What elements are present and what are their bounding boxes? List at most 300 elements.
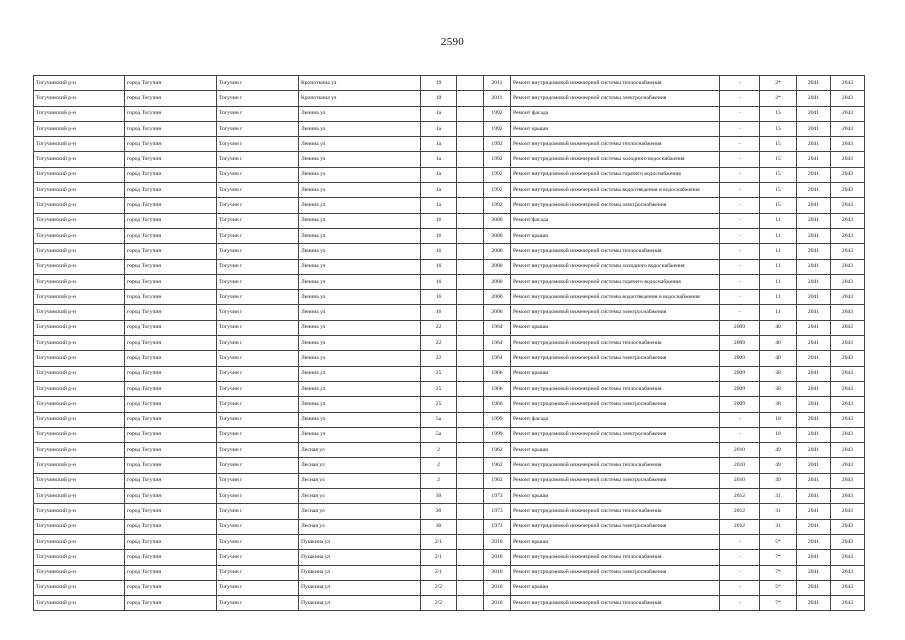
cell-plan-end-year: 2043 bbox=[831, 137, 865, 152]
cell-wear: 40 bbox=[760, 351, 797, 366]
cell-work-type: Ремонт внутридомовой инженерной системы теплоснабжения bbox=[511, 137, 720, 152]
cell-plan-start-year: 2041 bbox=[797, 213, 831, 228]
cell-plan-end-year: 2043 bbox=[831, 76, 865, 91]
cell-settlement: Тогучин г bbox=[217, 336, 299, 351]
cell-district: Тогучинский р-н bbox=[34, 320, 125, 335]
cell-district: Тогучинский р-н bbox=[34, 397, 125, 412]
cell-plan-start-year: 2041 bbox=[797, 320, 831, 335]
cell-house-number: 2/1 bbox=[421, 565, 457, 580]
cell-plan-end-year: 2043 bbox=[831, 336, 865, 351]
cell-building bbox=[457, 366, 484, 381]
cell-year-built: 2010 bbox=[484, 580, 511, 595]
cell-plan-end-year: 2043 bbox=[831, 427, 865, 442]
cell-house-number: 25 bbox=[421, 366, 457, 381]
cell-wear: 49 bbox=[760, 473, 797, 488]
cell-year-built: 2000 bbox=[484, 305, 511, 320]
cell-year-built: 2011 bbox=[484, 91, 511, 106]
cell-plan-end-year: 2043 bbox=[831, 213, 865, 228]
cell-wear: 40 bbox=[760, 320, 797, 335]
cell-district: Тогучинский р-н bbox=[34, 489, 125, 504]
cell-year-built: 2010 bbox=[484, 565, 511, 580]
cell-plan-end-year: 2043 bbox=[831, 152, 865, 167]
cell-settlement: Тогучин г bbox=[217, 259, 299, 274]
cell-last-repair-year: - bbox=[720, 534, 760, 549]
cell-year-built: 2000 bbox=[484, 228, 511, 243]
cell-plan-end-year: 2043 bbox=[831, 351, 865, 366]
cell-street: Ленина ул bbox=[299, 259, 421, 274]
cell-last-repair-year: 2009 bbox=[720, 397, 760, 412]
cell-plan-end-year: 2043 bbox=[831, 91, 865, 106]
cell-plan-end-year: 2043 bbox=[831, 198, 865, 213]
cell-district: Тогучинский р-н bbox=[34, 351, 125, 366]
cell-work-type: Ремонт внутридомовой инженерной системы водоотведения и водоснабжения bbox=[511, 183, 720, 198]
table-row bbox=[34, 121, 865, 136]
cell-work-type: Ремонт внутридомовой инженерной системы теплоснабжения bbox=[511, 76, 720, 91]
cell-work-type: Ремонт внутридомовой инженерной системы электроснабжения bbox=[511, 519, 720, 534]
cell-plan-end-year: 2043 bbox=[831, 504, 865, 519]
cell-plan-end-year: 2043 bbox=[831, 320, 865, 335]
table-row bbox=[34, 412, 865, 427]
cell-street: Пушкина ул bbox=[299, 596, 421, 611]
cell-year-built: 2011 bbox=[484, 76, 511, 91]
table-row bbox=[34, 198, 865, 213]
cell-work-type: Ремонт крыши bbox=[511, 366, 720, 381]
cell-plan-start-year: 2041 bbox=[797, 427, 831, 442]
cell-wear: 5* bbox=[760, 580, 797, 595]
cell-house-number: 1а bbox=[421, 137, 457, 152]
cell-house-number: 30 bbox=[421, 489, 457, 504]
cell-year-built: 1992 bbox=[484, 183, 511, 198]
cell-building bbox=[457, 519, 484, 534]
cell-year-built: 1973 bbox=[484, 519, 511, 534]
cell-year-built: 1992 bbox=[484, 152, 511, 167]
cell-year-built: 1964 bbox=[484, 351, 511, 366]
table-row bbox=[34, 534, 865, 549]
cell-district: Тогучинский р-н bbox=[34, 290, 125, 305]
cell-municipality: город Тогучин bbox=[125, 274, 217, 289]
cell-plan-end-year: 2043 bbox=[831, 305, 865, 320]
cell-work-type: Ремонт внутридомовой инженерной системы электроснабжения bbox=[511, 473, 720, 488]
cell-building bbox=[457, 106, 484, 121]
cell-plan-end-year: 2043 bbox=[831, 519, 865, 534]
cell-work-type: Ремонт внутридомовой инженерной системы теплоснабжения bbox=[511, 596, 720, 611]
cell-wear: 15 bbox=[760, 106, 797, 121]
cell-building bbox=[457, 228, 484, 243]
cell-wear: 11 bbox=[760, 213, 797, 228]
cell-street: Ленина ул bbox=[299, 121, 421, 136]
table-row bbox=[34, 228, 865, 243]
cell-house-number: 1а bbox=[421, 167, 457, 182]
cell-house-number: 30 bbox=[421, 519, 457, 534]
cell-plan-start-year: 2041 bbox=[797, 152, 831, 167]
cell-district: Тогучинский р-н bbox=[34, 228, 125, 243]
cell-settlement: Тогучин г bbox=[217, 397, 299, 412]
cell-work-type: Ремонт крыши bbox=[511, 228, 720, 243]
cell-plan-start-year: 2041 bbox=[797, 106, 831, 121]
cell-plan-start-year: 2041 bbox=[797, 244, 831, 259]
cell-wear: 11 bbox=[760, 290, 797, 305]
cell-year-built: 1964 bbox=[484, 336, 511, 351]
cell-house-number: 2/2 bbox=[421, 596, 457, 611]
cell-building bbox=[457, 305, 484, 320]
cell-wear: 38 bbox=[760, 381, 797, 396]
cell-street: Ленина ул bbox=[299, 213, 421, 228]
cell-work-type: Ремонт фасада bbox=[511, 412, 720, 427]
table-row bbox=[34, 76, 865, 91]
cell-house-number: 19 bbox=[421, 91, 457, 106]
cell-district: Тогучинский р-н bbox=[34, 305, 125, 320]
cell-settlement: Тогучин г bbox=[217, 473, 299, 488]
cell-plan-end-year: 2043 bbox=[831, 244, 865, 259]
cell-municipality: город Тогучин bbox=[125, 91, 217, 106]
cell-house-number: 22 bbox=[421, 320, 457, 335]
cell-year-built: 2010 bbox=[484, 550, 511, 565]
cell-plan-start-year: 2041 bbox=[797, 167, 831, 182]
cell-house-number: 16 bbox=[421, 213, 457, 228]
cell-year-built: 1992 bbox=[484, 121, 511, 136]
cell-house-number: 2 bbox=[421, 443, 457, 458]
cell-district: Тогучинский р-н bbox=[34, 427, 125, 442]
cell-street: Пушкина ул bbox=[299, 565, 421, 580]
cell-year-built: 1992 bbox=[484, 198, 511, 213]
cell-district: Тогучинский р-н bbox=[34, 550, 125, 565]
cell-year-built: 1973 bbox=[484, 489, 511, 504]
cell-wear: 18 bbox=[760, 412, 797, 427]
cell-district: Тогучинский р-н bbox=[34, 198, 125, 213]
cell-last-repair-year: - bbox=[720, 106, 760, 121]
cell-plan-start-year: 2041 bbox=[797, 228, 831, 243]
cell-last-repair-year: 2009 bbox=[720, 351, 760, 366]
cell-municipality: город Тогучин bbox=[125, 550, 217, 565]
cell-building bbox=[457, 565, 484, 580]
table-row bbox=[34, 458, 865, 473]
cell-settlement: Тогучин г bbox=[217, 458, 299, 473]
cell-wear: 7* bbox=[760, 565, 797, 580]
cell-building bbox=[457, 336, 484, 351]
cell-last-repair-year: - bbox=[720, 274, 760, 289]
cell-municipality: город Тогучин bbox=[125, 565, 217, 580]
table-row bbox=[34, 152, 865, 167]
cell-municipality: город Тогучин bbox=[125, 137, 217, 152]
cell-street: Ленина ул bbox=[299, 427, 421, 442]
table-row bbox=[34, 259, 865, 274]
cell-last-repair-year: - bbox=[720, 259, 760, 274]
cell-house-number: 16 bbox=[421, 305, 457, 320]
cell-house-number: 16 bbox=[421, 274, 457, 289]
cell-work-type: Ремонт крыши bbox=[511, 121, 720, 136]
cell-building bbox=[457, 320, 484, 335]
cell-street: Ленина ул bbox=[299, 274, 421, 289]
cell-year-built: 2000 bbox=[484, 290, 511, 305]
cell-plan-end-year: 2043 bbox=[831, 381, 865, 396]
cell-work-type: Ремонт внутридомовой инженерной системы теплоснабжения bbox=[511, 458, 720, 473]
cell-district: Тогучинский р-н bbox=[34, 183, 125, 198]
cell-building bbox=[457, 580, 484, 595]
cell-wear: 38 bbox=[760, 366, 797, 381]
cell-district: Тогучинский р-н bbox=[34, 458, 125, 473]
table-row bbox=[34, 427, 865, 442]
cell-street: Ленина ул bbox=[299, 290, 421, 305]
cell-district: Тогучинский р-н bbox=[34, 336, 125, 351]
cell-wear: 11 bbox=[760, 274, 797, 289]
cell-plan-start-year: 2041 bbox=[797, 397, 831, 412]
cell-municipality: город Тогучин bbox=[125, 412, 217, 427]
cell-plan-end-year: 2043 bbox=[831, 489, 865, 504]
cell-wear: 15 bbox=[760, 152, 797, 167]
cell-work-type: Ремонт внутридомовой инженерной системы электроснабжения bbox=[511, 305, 720, 320]
cell-district: Тогучинский р-н bbox=[34, 504, 125, 519]
cell-street: Пушкина ул bbox=[299, 534, 421, 549]
cell-plan-end-year: 2043 bbox=[831, 183, 865, 198]
cell-wear: 11 bbox=[760, 228, 797, 243]
cell-district: Тогучинский р-н bbox=[34, 565, 125, 580]
cell-work-type: Ремонт крыши bbox=[511, 534, 720, 549]
cell-building bbox=[457, 121, 484, 136]
cell-plan-start-year: 2041 bbox=[797, 534, 831, 549]
cell-work-type: Ремонт внутридомовой инженерной системы теплоснабжения bbox=[511, 336, 720, 351]
cell-street: Ленина ул bbox=[299, 198, 421, 213]
cell-wear: 15 bbox=[760, 198, 797, 213]
cell-wear: 49 bbox=[760, 443, 797, 458]
cell-street: Ленина ул bbox=[299, 137, 421, 152]
cell-plan-start-year: 2041 bbox=[797, 366, 831, 381]
cell-work-type: Ремонт внутридомовой инженерной системы электроснабжения bbox=[511, 397, 720, 412]
cell-wear: 7* bbox=[760, 596, 797, 611]
cell-plan-start-year: 2041 bbox=[797, 565, 831, 580]
cell-house-number: 2/2 bbox=[421, 580, 457, 595]
cell-settlement: Тогучин г bbox=[217, 580, 299, 595]
cell-work-type: Ремонт внутридомовой инженерной системы горячего водоснабжения bbox=[511, 167, 720, 182]
cell-plan-end-year: 2043 bbox=[831, 167, 865, 182]
cell-plan-start-year: 2041 bbox=[797, 504, 831, 519]
cell-district: Тогучинский р-н bbox=[34, 519, 125, 534]
cell-last-repair-year: 2012 bbox=[720, 504, 760, 519]
cell-street: Ленина ул bbox=[299, 397, 421, 412]
cell-work-type: Ремонт крыши bbox=[511, 580, 720, 595]
cell-house-number: 22 bbox=[421, 351, 457, 366]
cell-work-type: Ремонт внутридомовой инженерной системы электроснабжения bbox=[511, 351, 720, 366]
cell-municipality: город Тогучин bbox=[125, 397, 217, 412]
cell-work-type: Ремонт крыши bbox=[511, 443, 720, 458]
cell-street: Ленина ул bbox=[299, 305, 421, 320]
cell-last-repair-year: - bbox=[720, 427, 760, 442]
cell-year-built: 1992 bbox=[484, 106, 511, 121]
cell-building bbox=[457, 137, 484, 152]
cell-wear: 2* bbox=[760, 91, 797, 106]
cell-wear: 31 bbox=[760, 519, 797, 534]
table-row bbox=[34, 290, 865, 305]
cell-work-type: Ремонт внутридомовой инженерной системы теплоснабжения bbox=[511, 244, 720, 259]
cell-house-number: 16 bbox=[421, 228, 457, 243]
cell-street: Ленина ул bbox=[299, 336, 421, 351]
cell-plan-start-year: 2041 bbox=[797, 550, 831, 565]
cell-building bbox=[457, 596, 484, 611]
cell-last-repair-year: - bbox=[720, 580, 760, 595]
table-row bbox=[34, 596, 865, 611]
cell-settlement: Тогучин г bbox=[217, 519, 299, 534]
cell-plan-end-year: 2043 bbox=[831, 473, 865, 488]
table-row bbox=[34, 351, 865, 366]
cell-municipality: город Тогучин bbox=[125, 504, 217, 519]
page-number: 2590 bbox=[440, 36, 465, 48]
cell-settlement: Тогучин г bbox=[217, 198, 299, 213]
cell-year-built: 1962 bbox=[484, 443, 511, 458]
cell-work-type: Ремонт внутридомовой инженерной системы электроснабжения bbox=[511, 91, 720, 106]
cell-last-repair-year: - bbox=[720, 412, 760, 427]
cell-municipality: город Тогучин bbox=[125, 76, 217, 91]
table-row bbox=[34, 213, 865, 228]
cell-plan-end-year: 2043 bbox=[831, 106, 865, 121]
cell-plan-end-year: 2043 bbox=[831, 550, 865, 565]
cell-house-number: 1а bbox=[421, 121, 457, 136]
cell-district: Тогучинский р-н bbox=[34, 580, 125, 595]
cell-last-repair-year: - bbox=[720, 565, 760, 580]
cell-wear: 38 bbox=[760, 397, 797, 412]
cell-district: Тогучинский р-н bbox=[34, 259, 125, 274]
cell-district: Тогучинский р-н bbox=[34, 473, 125, 488]
cell-district: Тогучинский р-н bbox=[34, 366, 125, 381]
table-row bbox=[34, 91, 865, 106]
cell-building bbox=[457, 351, 484, 366]
cell-street: Ленина ул bbox=[299, 412, 421, 427]
table-row bbox=[34, 320, 865, 335]
cell-last-repair-year: - bbox=[720, 305, 760, 320]
cell-year-built: 1973 bbox=[484, 504, 511, 519]
cell-municipality: город Тогучин bbox=[125, 580, 217, 595]
cell-year-built: 1999 bbox=[484, 412, 511, 427]
cell-last-repair-year: - bbox=[720, 290, 760, 305]
cell-municipality: город Тогучин bbox=[125, 473, 217, 488]
cell-district: Тогучинский р-н bbox=[34, 106, 125, 121]
cell-plan-end-year: 2043 bbox=[831, 412, 865, 427]
table-body bbox=[34, 76, 865, 611]
cell-settlement: Тогучин г bbox=[217, 504, 299, 519]
cell-plan-end-year: 2043 bbox=[831, 228, 865, 243]
cell-wear: 11 bbox=[760, 244, 797, 259]
cell-building bbox=[457, 397, 484, 412]
cell-settlement: Тогучин г bbox=[217, 320, 299, 335]
cell-district: Тогучинский р-н bbox=[34, 244, 125, 259]
cell-last-repair-year: - bbox=[720, 213, 760, 228]
cell-house-number: 2/1 bbox=[421, 534, 457, 549]
cell-work-type: Ремонт крыши bbox=[511, 320, 720, 335]
cell-settlement: Тогучин г bbox=[217, 596, 299, 611]
cell-district: Тогучинский р-н bbox=[34, 381, 125, 396]
table-row bbox=[34, 366, 865, 381]
cell-street: Ленина ул bbox=[299, 152, 421, 167]
cell-house-number: 16 bbox=[421, 290, 457, 305]
cell-house-number: 22 bbox=[421, 336, 457, 351]
cell-municipality: город Тогучин bbox=[125, 228, 217, 243]
cell-municipality: город Тогучин bbox=[125, 167, 217, 182]
cell-last-repair-year: - bbox=[720, 244, 760, 259]
table-row bbox=[34, 397, 865, 412]
cell-settlement: Тогучин г bbox=[217, 76, 299, 91]
cell-last-repair-year: - bbox=[720, 228, 760, 243]
cell-street: Ленина ул bbox=[299, 167, 421, 182]
cell-last-repair-year: 2009 bbox=[720, 320, 760, 335]
cell-plan-start-year: 2041 bbox=[797, 121, 831, 136]
cell-building bbox=[457, 381, 484, 396]
cell-year-built: 2000 bbox=[484, 259, 511, 274]
cell-work-type: Ремонт внутридомовой инженерной системы теплоснабжения bbox=[511, 381, 720, 396]
cell-plan-end-year: 2043 bbox=[831, 274, 865, 289]
cell-street: Лесная ул bbox=[299, 473, 421, 488]
table-row bbox=[34, 305, 865, 320]
cell-settlement: Тогучин г bbox=[217, 290, 299, 305]
cell-plan-start-year: 2041 bbox=[797, 473, 831, 488]
cell-plan-start-year: 2041 bbox=[797, 274, 831, 289]
cell-district: Тогучинский р-н bbox=[34, 137, 125, 152]
cell-last-repair-year: 2010 bbox=[720, 443, 760, 458]
cell-settlement: Тогучин г bbox=[217, 381, 299, 396]
cell-work-type: Ремонт внутридомовой инженерной системы электроснабжения bbox=[511, 198, 720, 213]
cell-last-repair-year: 2009 bbox=[720, 336, 760, 351]
cell-settlement: Тогучин г bbox=[217, 137, 299, 152]
cell-municipality: город Тогучин bbox=[125, 443, 217, 458]
cell-wear: 11 bbox=[760, 259, 797, 274]
cell-wear: 31 bbox=[760, 489, 797, 504]
cell-street: Лесная ул bbox=[299, 519, 421, 534]
capital-repair-table bbox=[33, 75, 865, 611]
cell-district: Тогучинский р-н bbox=[34, 213, 125, 228]
cell-plan-start-year: 2041 bbox=[797, 305, 831, 320]
cell-district: Тогучинский р-н bbox=[34, 596, 125, 611]
cell-street: Ленина ул bbox=[299, 366, 421, 381]
cell-last-repair-year: 2012 bbox=[720, 519, 760, 534]
cell-plan-start-year: 2041 bbox=[797, 458, 831, 473]
cell-settlement: Тогучин г bbox=[217, 366, 299, 381]
cell-settlement: Тогучин г bbox=[217, 550, 299, 565]
cell-building bbox=[457, 290, 484, 305]
cell-plan-start-year: 2041 bbox=[797, 596, 831, 611]
cell-work-type: Ремонт внутридомовой инженерной системы холодного водоснабжения bbox=[511, 152, 720, 167]
cell-settlement: Тогучин г bbox=[217, 351, 299, 366]
cell-settlement: Тогучин г bbox=[217, 274, 299, 289]
cell-plan-end-year: 2043 bbox=[831, 534, 865, 549]
cell-house-number: 5а bbox=[421, 427, 457, 442]
cell-work-type: Ремонт крыши bbox=[511, 489, 720, 504]
table-row bbox=[34, 580, 865, 595]
cell-settlement: Тогучин г bbox=[217, 106, 299, 121]
cell-district: Тогучинский р-н bbox=[34, 76, 125, 91]
cell-municipality: город Тогучин bbox=[125, 244, 217, 259]
cell-municipality: город Тогучин bbox=[125, 596, 217, 611]
cell-year-built: 1999 bbox=[484, 427, 511, 442]
cell-plan-start-year: 2041 bbox=[797, 336, 831, 351]
cell-building bbox=[457, 76, 484, 91]
cell-municipality: город Тогучин bbox=[125, 534, 217, 549]
cell-last-repair-year: - bbox=[720, 550, 760, 565]
cell-settlement: Тогучин г bbox=[217, 305, 299, 320]
cell-plan-end-year: 2043 bbox=[831, 366, 865, 381]
cell-municipality: город Тогучин bbox=[125, 305, 217, 320]
cell-street: Кропоткина ул bbox=[299, 91, 421, 106]
cell-plan-start-year: 2041 bbox=[797, 259, 831, 274]
cell-building bbox=[457, 458, 484, 473]
cell-building bbox=[457, 259, 484, 274]
table-row bbox=[34, 443, 865, 458]
cell-year-built: 2010 bbox=[484, 596, 511, 611]
cell-work-type: Ремонт фасада bbox=[511, 106, 720, 121]
cell-plan-start-year: 2041 bbox=[797, 381, 831, 396]
table-row bbox=[34, 244, 865, 259]
cell-district: Тогучинский р-н bbox=[34, 152, 125, 167]
cell-last-repair-year: - bbox=[720, 198, 760, 213]
cell-work-type: Ремонт внутридомовой инженерной системы водоотведения и водоснабжения bbox=[511, 290, 720, 305]
table-row bbox=[34, 381, 865, 396]
cell-wear: 11 bbox=[760, 305, 797, 320]
